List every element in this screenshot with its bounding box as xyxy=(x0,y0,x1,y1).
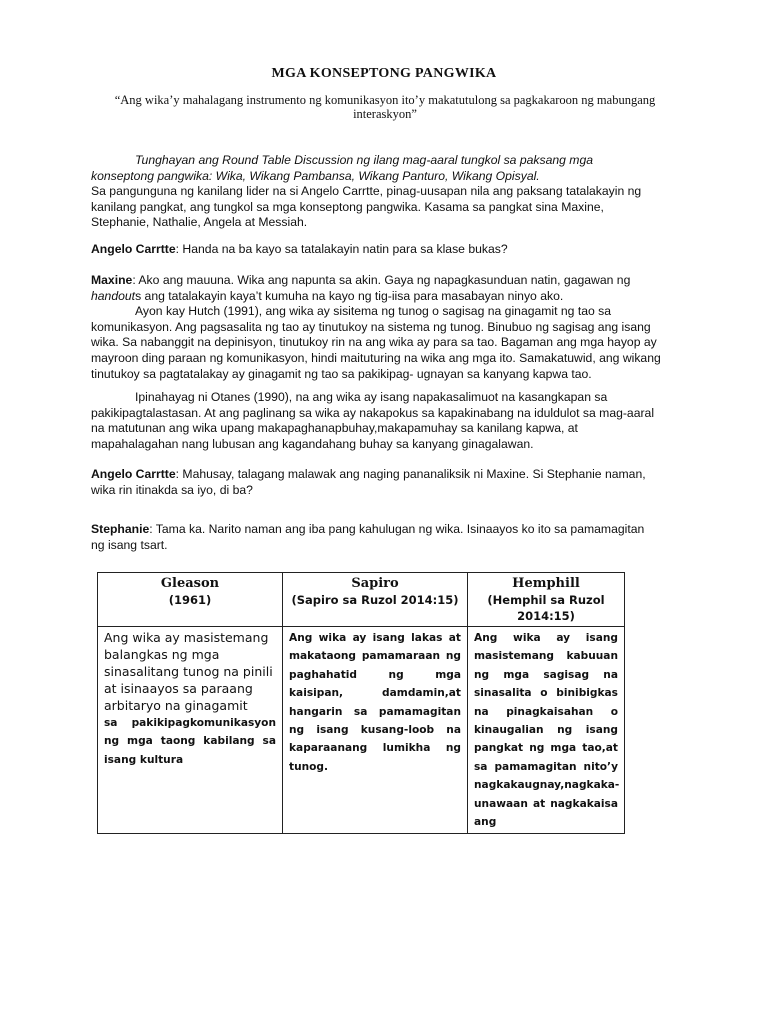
table-cell xyxy=(283,627,468,834)
dialogue-text: : Handa na ba kayo sa tatalakayin natin para sa klase bukas? xyxy=(175,242,508,256)
table-cell xyxy=(468,627,625,834)
cell-text: Ang wika ay isang lakas at makataong pamamaraan ng paghahatid ng mga kaisipan, damdamin,at hangarin sa pamamagitan ng isang kusang-loob na kaparaanang lumikha ng tunog. xyxy=(289,632,461,773)
dialogue-text: wika rin itinakda sa iyo, di ba? xyxy=(91,482,253,497)
speaker-name: Maxine xyxy=(91,273,133,287)
dialogue-text: ng isang tsart. xyxy=(91,537,168,552)
quote-line: interaskyon” xyxy=(353,107,417,121)
paragraph-line: wika. Sa nabanggit na depinisyon, tinutukoy rin na ang wika ay para sa tao. Bagaman ang mga hayop ay xyxy=(91,335,657,350)
table-row xyxy=(98,627,625,834)
paragraph-line: Ayon kay Hutch (1991), ang wika ay sisitema ng tunog o sagisag na ginagamit ng tao sa xyxy=(135,304,612,319)
cell-text: Ang wika ay masistemang balangkas ng mga sinasalitang tunog na pinili at isinaayos sa paraang arbitaryo na ginagamit xyxy=(104,630,273,713)
intro-line: Sa pangunguna ng kanilang lider na si Angelo Carrtte, pinag-uusapan nila ang paksang tatalakayin ng xyxy=(91,184,642,199)
dialogue-angelo-1 xyxy=(91,242,677,258)
dialogue-text: : Mahusay, talagang malawak ang naging pananaliksik ni Maxine. Si Stephanie naman, xyxy=(175,467,646,481)
header-source: (Hemphil sa Ruzol 2014:15) xyxy=(487,593,605,623)
definitions-table xyxy=(97,572,625,834)
paragraph-line: Ipinahayag ni Otanes (1990), na ang wika ay isang napakasalimuot na kasangkapan sa xyxy=(135,390,608,404)
quote-line: “Ang wika’y mahalagang instrumento ng komunikasyon ito’y makatutulong sa pagkakaroon ng mabungang xyxy=(114,93,656,107)
header-source: (1961) xyxy=(168,593,212,607)
dialogue-angelo-2 xyxy=(91,467,677,498)
dialogue-text: : Tama ka. Narito naman ang iba pang kahulugan ng wika. Isinaayos ko ito sa pamamagitan xyxy=(149,522,645,536)
paragraph-line: komunikasyon. Ang pagsasalita ng tao ay tinutukoy na sistema ng tunog. Binubuo ng sagisag ang isang xyxy=(91,319,651,334)
table-header-cell xyxy=(98,573,283,627)
header-name: Gleason xyxy=(160,576,220,591)
paragraph-line: tinutukoy sa pagtatalakay ay ginagamit ng tao sa pakikipag- ugnayan sa kanyang kapwa tao. xyxy=(91,366,592,381)
table-header-row xyxy=(98,573,625,627)
intro-paragraph xyxy=(91,153,677,231)
cell-text: Ang wika ay isang masistemang kabuuan ng mga sagisag na sinasalita o binibigkas na pinagkaisahan o kinaugalian ng isang pangkat ng mga tao,at sa pamamagitan nito’y nagkakaugnay,nagkaka-unawaan at nagkakaisa ang xyxy=(474,632,620,829)
header-source: (Sapiro sa Ruzol 2014:15) xyxy=(291,593,459,607)
dialogue-stephanie xyxy=(91,522,677,553)
paragraph-line: mapahalagahan nang lubusan ang kagandahang buhay sa kanyang ginagalawan. xyxy=(91,436,534,451)
dialogue-text: : Ako ang mauuna. Wika ang napunta sa akin. Gaya ng napagkasunduan natin, gagawan ng xyxy=(132,273,631,287)
epigraph-quote xyxy=(105,93,665,121)
speaker-name: Angelo Carrtte xyxy=(91,467,176,481)
paragraph-line: pakikipagtalastasan. At ang paglinang sa wika ay nakapokus sa kapakinabang na iduldulot sa mag-aaral xyxy=(91,405,655,420)
intro-line: Stephanie, Nathalie, Angela at Messiah. xyxy=(91,215,308,230)
header-name: Hemphill xyxy=(512,576,580,591)
table-cell xyxy=(98,627,283,834)
cell-text: sa pakikipagkomunikasyon ng mga taong kabilang sa isang kultura xyxy=(104,717,276,766)
header-name: Sapiro xyxy=(351,576,399,591)
dialogue-maxine xyxy=(91,273,677,382)
table-header-cell xyxy=(283,573,468,627)
intro-line: kanilang pangkat, ang tungkol sa mga konseptong pangwika. Kasama sa pangkat sina Maxine, xyxy=(91,199,604,214)
handout-term: handout xyxy=(91,288,136,303)
paragraph-line: na matutunan ang wika upang makapaghanapbuhay,makapamuhay sa kanilang kapwa, at xyxy=(91,421,578,436)
otanes-paragraph xyxy=(91,390,677,452)
dialogue-text: s ang tatalakayin kaya’t kumuha na kayo ng tig-iisa para masabayan ninyo ako. xyxy=(135,288,564,303)
paragraph-line: mayroon ding paraan ng komunikasyon, hindi maituturing na wika ang mga ito. Samakatuwid, ang wikang xyxy=(91,350,661,365)
speaker-name: Angelo Carrtte xyxy=(91,242,176,256)
document-title: MGA KONSEPTONG PANGWIKA xyxy=(271,66,497,81)
intro-line: Tunghayan ang Round Table Discussion ng ilang mag-aaral tungkol sa paksang mga xyxy=(135,153,593,167)
table-header-cell xyxy=(468,573,625,627)
speaker-name: Stephanie xyxy=(91,522,150,536)
intro-line: konseptong pangwika: Wika, Wikang Pambansa, Wikang Panturo, Wikang Opisyal. xyxy=(91,168,540,183)
